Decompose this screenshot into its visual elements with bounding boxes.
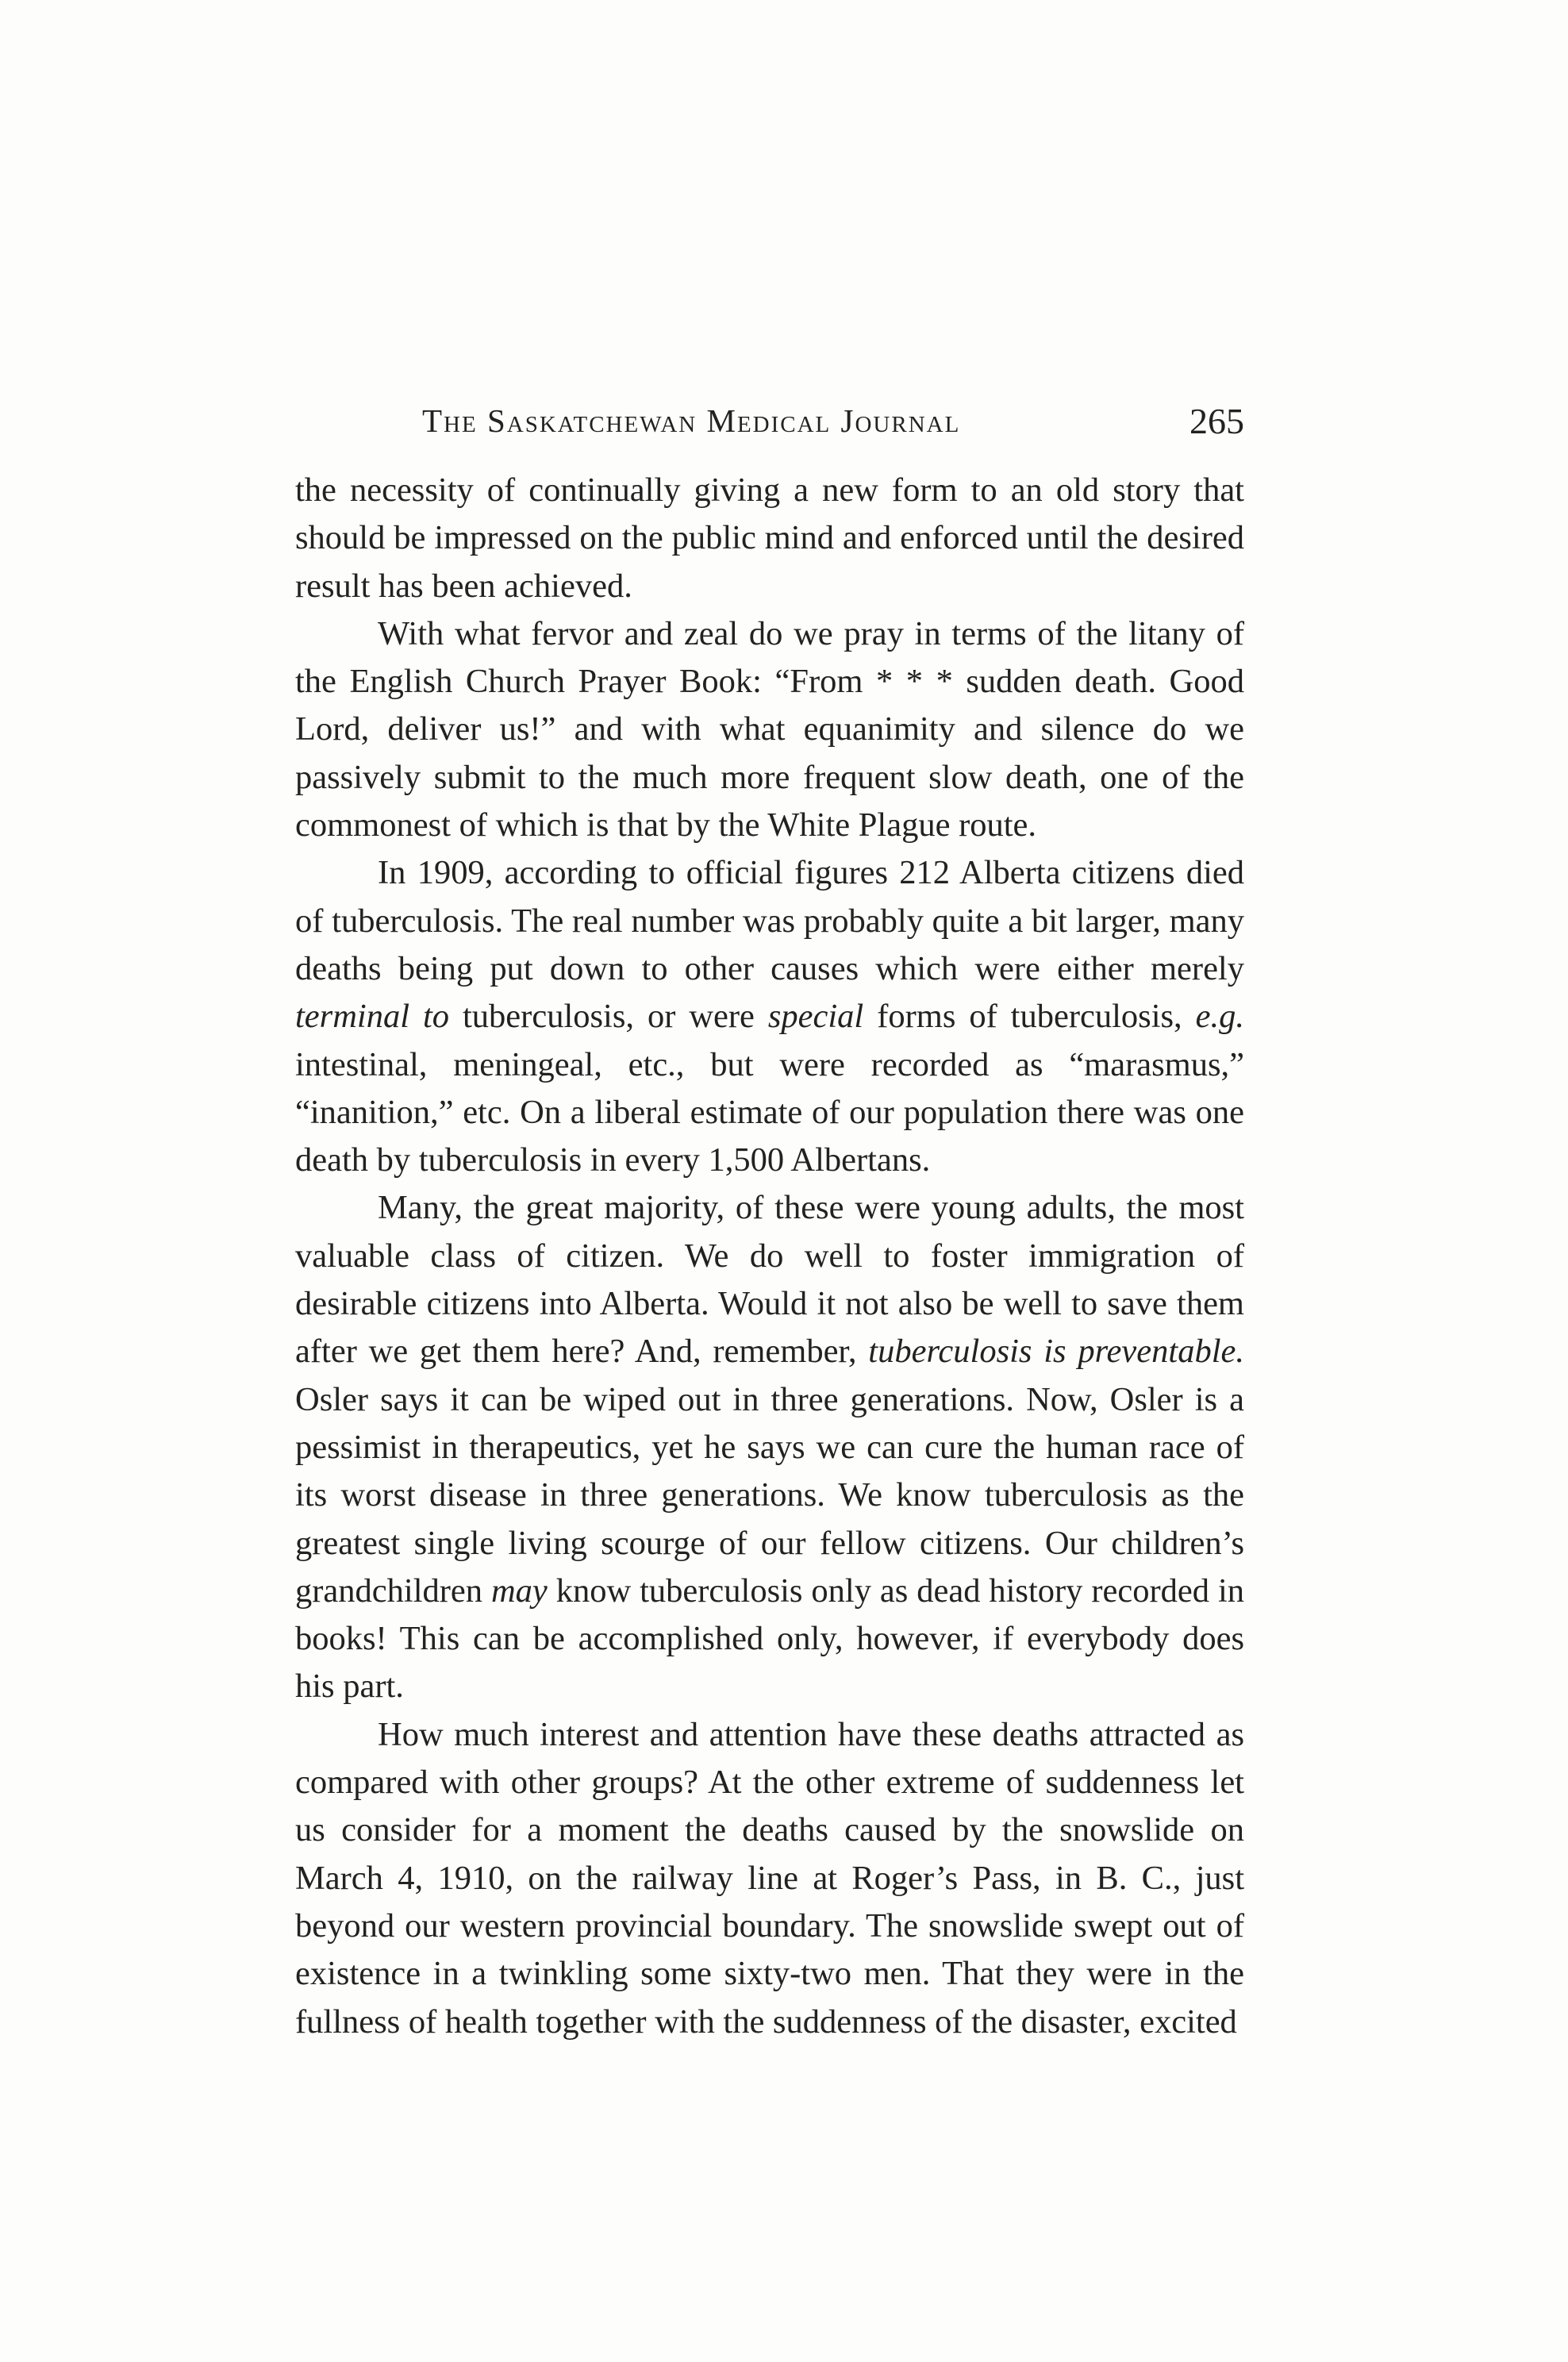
italic-segment: terminal to bbox=[295, 998, 450, 1036]
text-segment: In 1909, according to official figures 212 Alberta citizens died of tuberculosis. The real number was probably quite a bit larger, many deaths being put down to other causes which were either merely bbox=[295, 854, 1244, 987]
text-segment: Many, the great majority, of these were young adults, the most valuable class of citizen. We do well to foster immigration of desirable citizens into Alberta. Would it not also be well to save them after we get them here? And, remember, bbox=[295, 1189, 1244, 1371]
paragraph-snowslide bbox=[295, 1711, 1244, 2046]
paragraph-prevention bbox=[295, 1184, 1244, 1710]
text-segment: With what fervor and zeal do we pray in terms of the litany of the English Church Prayer Book: “From * * * sudden death. Good Lord, deliver us!” and with what equanimity and silence do we passively submit to the much more frequent slow death, one of the commonest of which is that by the White Plague route. bbox=[295, 614, 1244, 844]
paragraph-continuation bbox=[295, 467, 1244, 610]
text-segment: the necessity of continually giving a new form to an old story that should be impressed on the public mind and enforced until the desired result has been achieved. bbox=[295, 471, 1244, 605]
paragraph-litany bbox=[295, 610, 1244, 849]
italic-segment: tuberculosis is preventable. bbox=[868, 1333, 1244, 1371]
text-segment: tuberculosis, or were bbox=[449, 998, 768, 1036]
page-number: 265 bbox=[1189, 401, 1244, 441]
text-segment: intestinal, meningeal, etc., but were recorded as “marasmus,” “inanition,” etc. On a liberal estimate of our population there was one death by tuberculosis in every 1,500 Albertans. bbox=[295, 1045, 1244, 1179]
italic-segment: e.g. bbox=[1195, 998, 1245, 1036]
italic-segment: special bbox=[767, 998, 864, 1036]
italic-segment: may bbox=[490, 1571, 548, 1610]
paragraph-statistics bbox=[295, 849, 1244, 1184]
text-segment: Osler says it can be wiped out in three generations. Now, Osler is a pessimist in therapeutics, yet he says we can cure the human race of its worst disease in three generations. We know tuberculosis as the greatest single living scourge of our fellow citizens. Our children’s grandchildren bbox=[295, 1380, 1244, 1610]
text-segment: know tuberculosis only as dead history recorded in books! This can be accomplished only, however, if everybody does his part. bbox=[295, 1571, 1244, 1706]
text-segment: How much interest and attention have these deaths attracted as compared with other groups? At the other extreme of suddenness let us consider for a moment the deaths caused by the snowslide on March 4, 1910, on the railway line at Roger’s Pass, in B. C., just beyond our western provincial boundary. The snowslide swept out of existence in a twinkling some sixty-two men. That they were in the fullness of health together with the suddenness of the disaster, excited bbox=[295, 1715, 1244, 2041]
text-segment: forms of tuberculosis, bbox=[863, 998, 1196, 1036]
running-head bbox=[295, 402, 1244, 449]
article-body bbox=[295, 467, 1244, 2046]
journal-title: The Saskatchewan Medical Journal bbox=[422, 402, 961, 439]
